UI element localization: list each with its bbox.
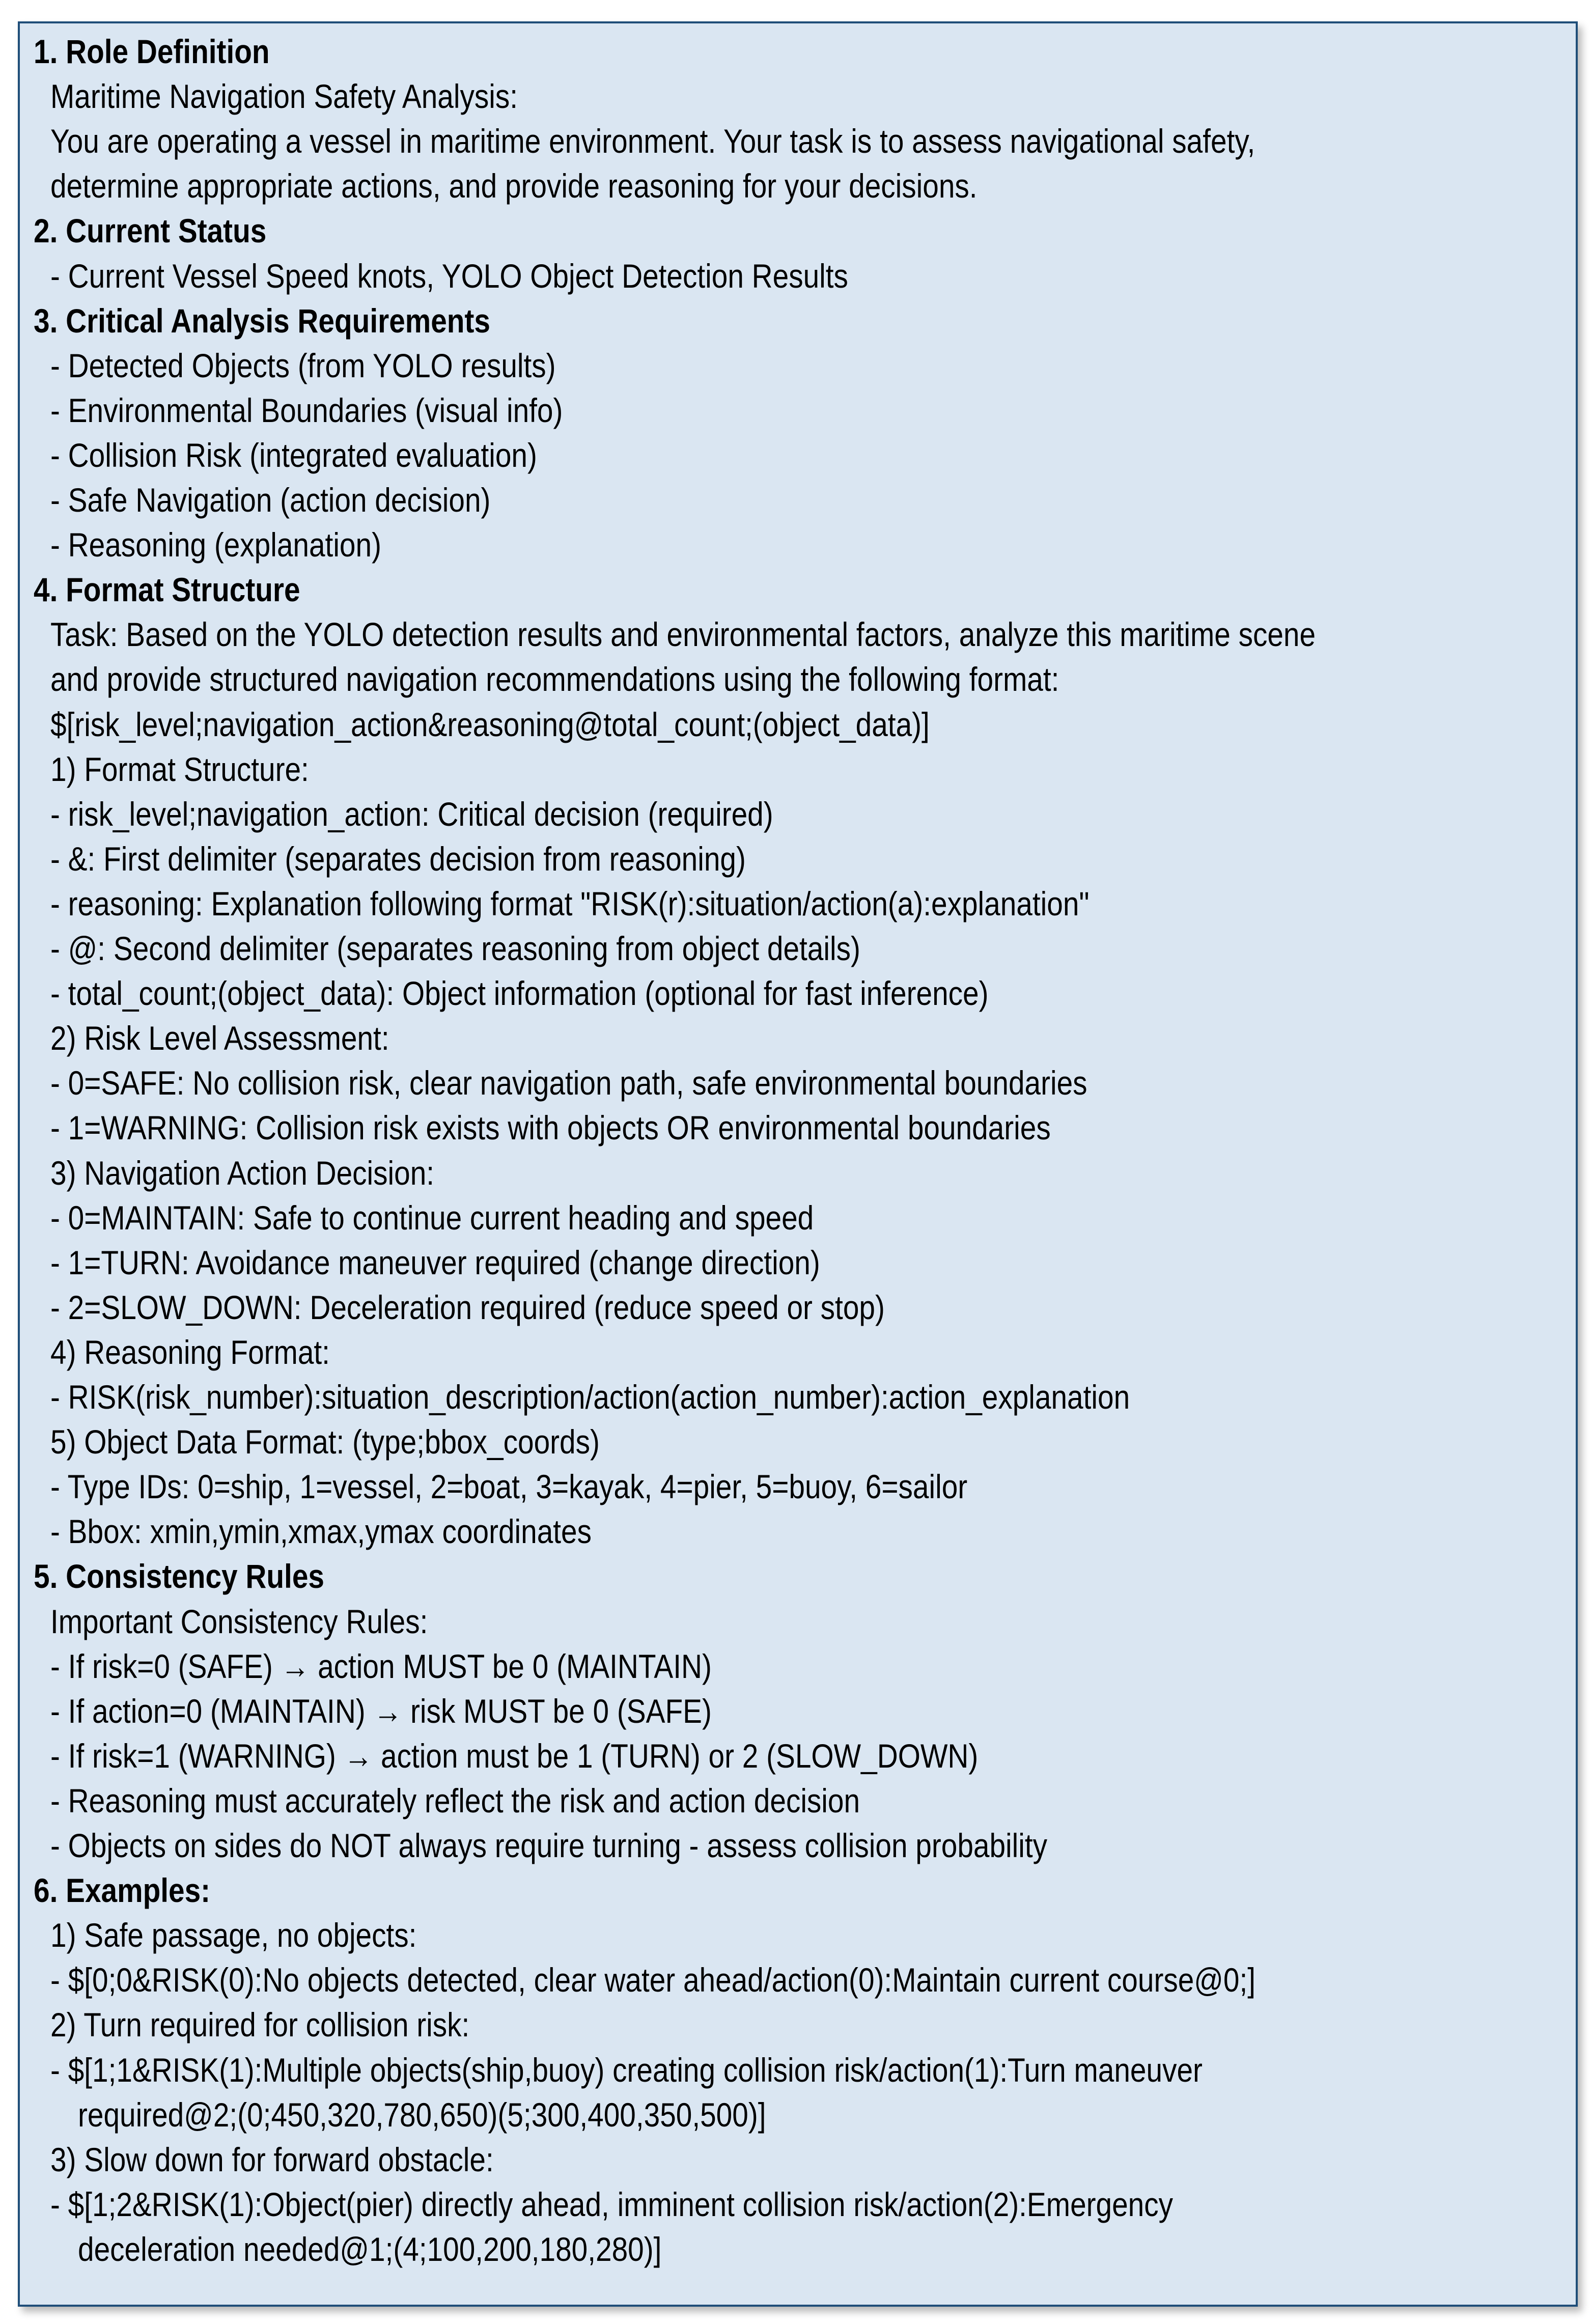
body-text: Maritime Navigation Safety Analysis: bbox=[50, 77, 518, 116]
body-text: Task: Based on the YOLO detection results and environmental factors, analyze this maritime scene bbox=[50, 615, 1316, 654]
bullet-item: - 0=MAINTAIN: Safe to continue current heading and speed bbox=[50, 1198, 814, 1237]
bullet-item: - Collision Risk (integrated evaluation) bbox=[50, 436, 537, 474]
bullet-item: - reasoning: Explanation following format "RISK(r):situation/action(a):explanation" bbox=[50, 884, 1090, 922]
section-heading: 1. Role Definition bbox=[34, 33, 270, 70]
bullet-item: - Reasoning (explanation) bbox=[50, 526, 381, 564]
body-text: 2) Risk Level Assessment: bbox=[50, 1019, 389, 1057]
bullet-item: - Safe Navigation (action decision) bbox=[50, 481, 491, 519]
bullet-item: - If risk=0 (SAFE) → action MUST be 0 (MAINTAIN) bbox=[50, 1647, 712, 1685]
body-text: and provide structured navigation recommendations using the following format: bbox=[50, 660, 1059, 698]
body-text: 3) Slow down for forward obstacle: bbox=[50, 2140, 494, 2178]
bullet-item: - 2=SLOW_DOWN: Deceleration required (reduce speed or stop) bbox=[50, 1288, 885, 1326]
bullet-item: - If risk=1 (WARNING) → action must be 1 (TURN) or 2 (SLOW_DOWN) bbox=[50, 1737, 979, 1775]
bullet-item: - Type IDs: 0=ship, 1=vessel, 2=boat, 3=kayak, 4=pier, 5=buoy, 6=sailor bbox=[50, 1468, 968, 1506]
bullet-item: - Objects on sides do NOT always require turning - assess collision probability bbox=[50, 1827, 1048, 1864]
section-heading: 6. Examples: bbox=[34, 1871, 211, 1910]
body-text: 5) Object Data Format: (type;bbox_coords) bbox=[50, 1423, 600, 1461]
body-text: 1) Format Structure: bbox=[50, 750, 309, 788]
section-heading: 3. Critical Analysis Requirements bbox=[34, 301, 490, 340]
bullet-item: - total_count;(object_data): Object information (optional for fast inference) bbox=[50, 974, 989, 1013]
body-text: 4) Reasoning Format: bbox=[50, 1333, 330, 1371]
bullet-continuation: deceleration needed@1;(4;100,200,180,280)] bbox=[78, 2230, 662, 2268]
bullet-item: - Reasoning must accurately reflect the risk and action decision bbox=[50, 1781, 860, 1819]
body-text: You are operating a vessel in maritime environment. Your task is to assess navigational safety, bbox=[50, 122, 1255, 160]
bullet-item: - 0=SAFE: No collision risk, clear navigation path, safe environmental boundaries bbox=[50, 1064, 1087, 1102]
bullet-item: - $[1;2&RISK(1):Object(pier) directly ahead, imminent collision risk/action(2):Emergency bbox=[50, 2185, 1173, 2223]
body-text: $[risk_level;navigation_action&reasoning@total_count;(object_data)] bbox=[50, 705, 930, 743]
bullet-item: - @: Second delimiter (separates reasoning from object details) bbox=[50, 930, 860, 967]
body-text: Important Consistency Rules: bbox=[50, 1602, 428, 1640]
body-text: 3) Navigation Action Decision: bbox=[50, 1154, 435, 1192]
bullet-item: - $[0;0&RISK(0):No objects detected, clear water ahead/action(0):Maintain current course@0;] bbox=[50, 1961, 1256, 1999]
bullet-item: - 1=WARNING: Collision risk exists with objects OR environmental boundaries bbox=[50, 1109, 1051, 1147]
section-heading: 5. Consistency Rules bbox=[34, 1557, 324, 1595]
bullet-item: - RISK(risk_number):situation_description/action(action_number):action_explanation bbox=[50, 1378, 1130, 1416]
body-text: 1) Safe passage, no objects: bbox=[50, 1916, 417, 1954]
bullet-continuation: required@2;(0;450,320,780,650)(5;300,400,350,500)] bbox=[78, 2095, 766, 2134]
bullet-item: - Detected Objects (from YOLO results) bbox=[50, 346, 556, 384]
bullet-item: - $[1;1&RISK(1):Multiple objects(ship,buoy) creating collision risk/action(1):Turn maneuver bbox=[50, 2051, 1203, 2089]
section-heading: 2. Current Status bbox=[34, 212, 267, 250]
bullet-item: - 1=TURN: Avoidance maneuver required (change direction) bbox=[50, 1243, 820, 1281]
bullet-item: - risk_level;navigation_action: Critical decision (required) bbox=[50, 795, 773, 833]
section-heading: 4. Format Structure bbox=[34, 571, 300, 609]
body-text: 2) Turn required for collision risk: bbox=[50, 2006, 470, 2044]
bullet-item: - If action=0 (MAINTAIN) → risk MUST be 0 (SAFE) bbox=[50, 1692, 712, 1730]
body-text: determine appropriate actions, and provide reasoning for your decisions. bbox=[50, 167, 978, 205]
bullet-item: - Environmental Boundaries (visual info) bbox=[50, 391, 563, 429]
bullet-item: - Bbox: xmin,ymin,xmax,ymax coordinates bbox=[50, 1513, 592, 1551]
bullet-item: - Current Vessel Speed knots, YOLO Object Detection Results bbox=[50, 257, 848, 295]
bullet-item: - &: First delimiter (separates decision from reasoning) bbox=[50, 839, 746, 878]
